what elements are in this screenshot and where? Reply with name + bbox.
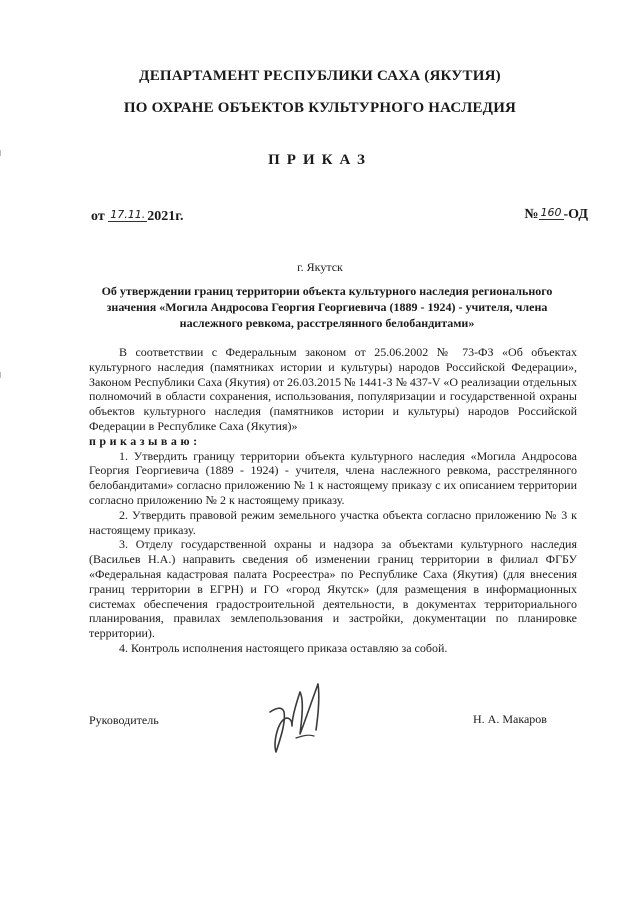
handwritten-number: 160 [540,206,562,219]
order-item-2: 2. Утвердить правовой режим земельного участка объекта согласно приложению № 3 к настоящему приказу. [89,507,577,537]
preamble-paragraph: В соответствии с Федеральным законом от 25.06.2002 № 73-ФЗ «Об объектах культурного наследия (памятниках истории и культуры) народов Российской Федерации», Законом Республики Саха (Якутия) от 26.03.2015 № 1441-З № 437-V «О реализации отдельных полномочий в области сохранения, использования, популяризации и государственной охраны объектов культурного наследия (памятников истории и культуры) народов Российской Федерации в Республике Саха (Якутия)» [89,345,577,433]
scan-margin-mark [0,372,1,378]
order-item-1: 1. Утвердить границу территории объекта культурного наследия «Могила Андросова Георгия Георгиевича (1889 - 1924) - учителя, члена наслежного ревкома, расстрелянного белобандитами» согласно приложению № 1 к настоящему приказу с их описанием территории согласно приложению № 2 к настоящему приказу. [89,448,577,507]
signer-name: Н. А. Макаров [473,712,547,726]
order-body [89,345,577,656]
document-date [91,209,183,225]
number-suffix: -ОД [563,207,588,222]
order-item-4: 4. Контроль исполнения настоящего приказа оставляю за собой. [119,640,448,655]
issue-city: г. Якутск [297,260,343,274]
handwritten-date: 17.11. [110,208,146,221]
document-number [524,207,588,223]
date-year: 2021г. [147,209,184,224]
date-prefix: от [91,209,105,224]
handwritten-signature [262,678,332,763]
signer-role: Руководитель [89,713,159,727]
order-subject: Об утверждении границ территории объекта культурного наследия регионального значения «Могила Андросова Георгия Георгиевича (1889 - 1924) - учителя, члена наслежного ревкома, расстрелянного белобандитами» [101,284,553,330]
department-title-line1: ДЕПАРТАМЕНТ РЕСПУБЛИКИ САХА (ЯКУТИЯ) [139,68,501,84]
number-prefix: № [524,207,539,222]
document-type-heading: ПРИКАЗ [268,152,372,168]
department-title-line2: ПО ОХРАНЕ ОБЪЕКТОВ КУЛЬТУРНОГО НАСЛЕДИЯ [123,100,517,116]
order-word: приказываю: [89,433,201,448]
order-item-3: 3. Отделу государственной охраны и надзора за объектами культурного наследия (Васильев Н.А.) направить сведения об изменении границ территории в филиал ФГБУ «Федеральная кадастровая палата Росреестра» по Республике Саха (Якутия) (для внесения границ территории в ЕГРН) и ГО «город Якутск» (для размещения в информационных системах обеспечения градостроительной деятельности, в документах территориального планирования, правилах землепользования и застройки, документации по планировке территории). [89,537,577,641]
